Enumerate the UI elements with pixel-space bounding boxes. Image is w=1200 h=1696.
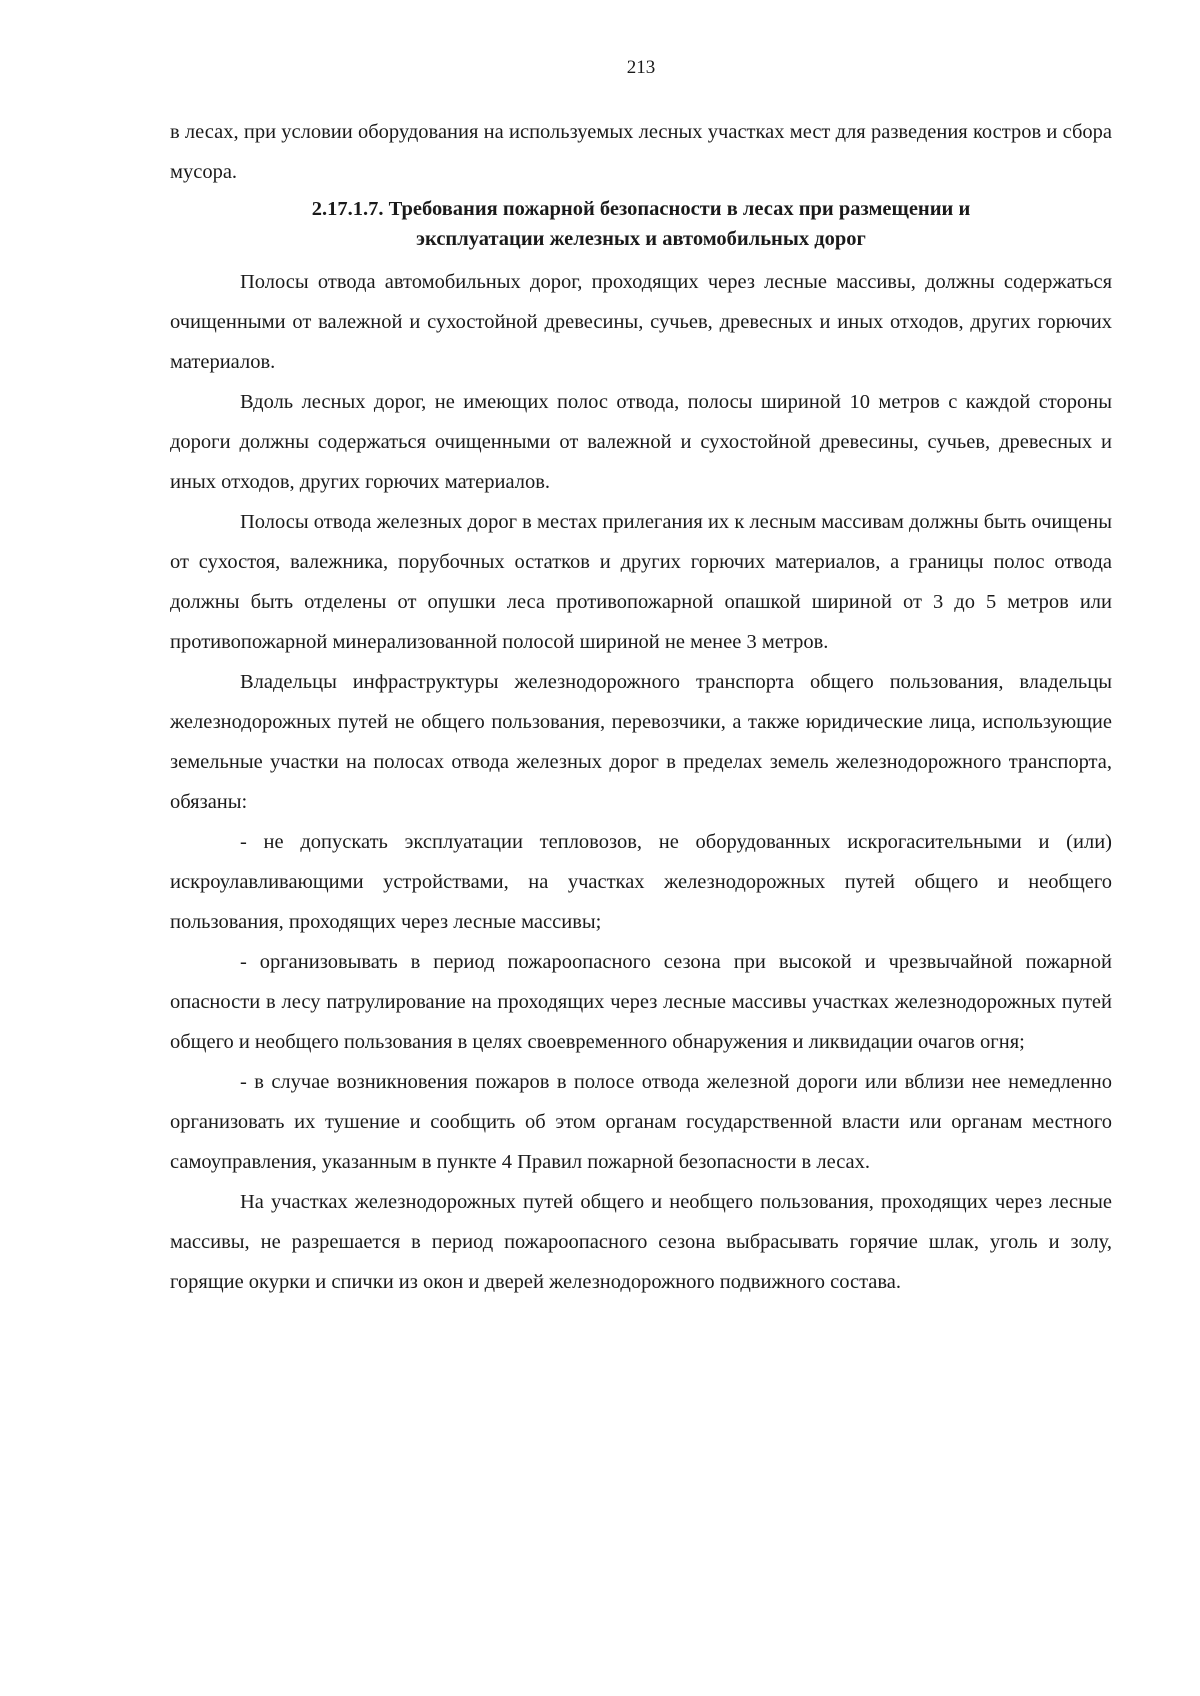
document-body — [170, 112, 1112, 1302]
list-item-fire-response: - в случае возникновения пожаров в полосе отвода железной дороги или вблизи нее немедленно организовать их тушение и сообщить об этом органам государственной власти или органам местного самоуправления, указанным в пункте 4 Правил пожарной безопасности в лесах. — [170, 1071, 1112, 1173]
paragraph-railway-owners: Владельцы инфраструктуры железнодорожного транспорта общего пользования, владельцы железнодорожных путей не общего пользования, перевозчики, а также юридические лица, использующие земельные участки на полосах отвода железных дорог в пределах земель железнодорожного транспорта, обязаны: — [170, 671, 1112, 813]
section-heading-line-2: эксплуатации железных и автомобильных дорог — [416, 228, 866, 250]
list-item-locomotives: - не допускать эксплуатации тепловозов, не оборудованных искрогасительными и (или) искроулавливающими устройствами, на участках железнодорожных путей общего и необщего пользования, проходящих через лесные массивы; — [170, 831, 1112, 933]
paragraph-road-right-of-way: Полосы отвода автомобильных дорог, проходящих через лесные массивы, должны содержаться очищенными от валежной и сухостойной древесины, сучьев, древесных и иных отходов, других горючих материалов. — [170, 271, 1112, 373]
document-page — [170, 0, 1112, 1696]
section-heading-line-1: 2.17.1.7. Требования пожарной безопасности в лесах при размещении и — [311, 198, 971, 220]
paragraph-railway-right-of-way: Полосы отвода железных дорог в местах прилегания их к лесным массивам должны быть очищены от сухостоя, валежника, порубочных остатков и других горючих материалов, а границы полос отвода должны быть отделены от опушки леса противопожарной опашкой шириной от 3 до 5 метров или противопожарной минерализованной полосой шириной не менее 3 метров. — [170, 511, 1112, 653]
paragraph-forest-roads: Вдоль лесных дорог, не имеющих полос отвода, полосы шириной 10 метров с каждой стороны дороги должны содержаться очищенными от валежной и сухостойной древесины, сучьев, древесных и иных отходов, других горючих материалов. — [170, 391, 1112, 493]
page-number: 213 — [626, 57, 656, 78]
section-heading — [170, 192, 1112, 262]
paragraph-continuation: в лесах, при условии оборудования на используемых лесных участках мест для разведения костров и сбора мусора. — [170, 121, 1112, 183]
paragraph-prohibition: На участках железнодорожных путей общего и необщего пользования, проходящих через лесные массивы, не разрешается в период пожароопасного сезона выбрасывать горячие шлак, уголь и золу, горящие окурки и спички из окон и дверей железнодорожного подвижного состава. — [170, 1191, 1112, 1293]
list-item-patrolling: - организовывать в период пожароопасного сезона при высокой и чрезвычайной пожарной опасности в лесу патрулирование на проходящих через лесные массивы участках железнодорожных путей общего и необщего пользования в целях своевременного обнаружения и ликвидации очагов огня; — [170, 951, 1112, 1053]
